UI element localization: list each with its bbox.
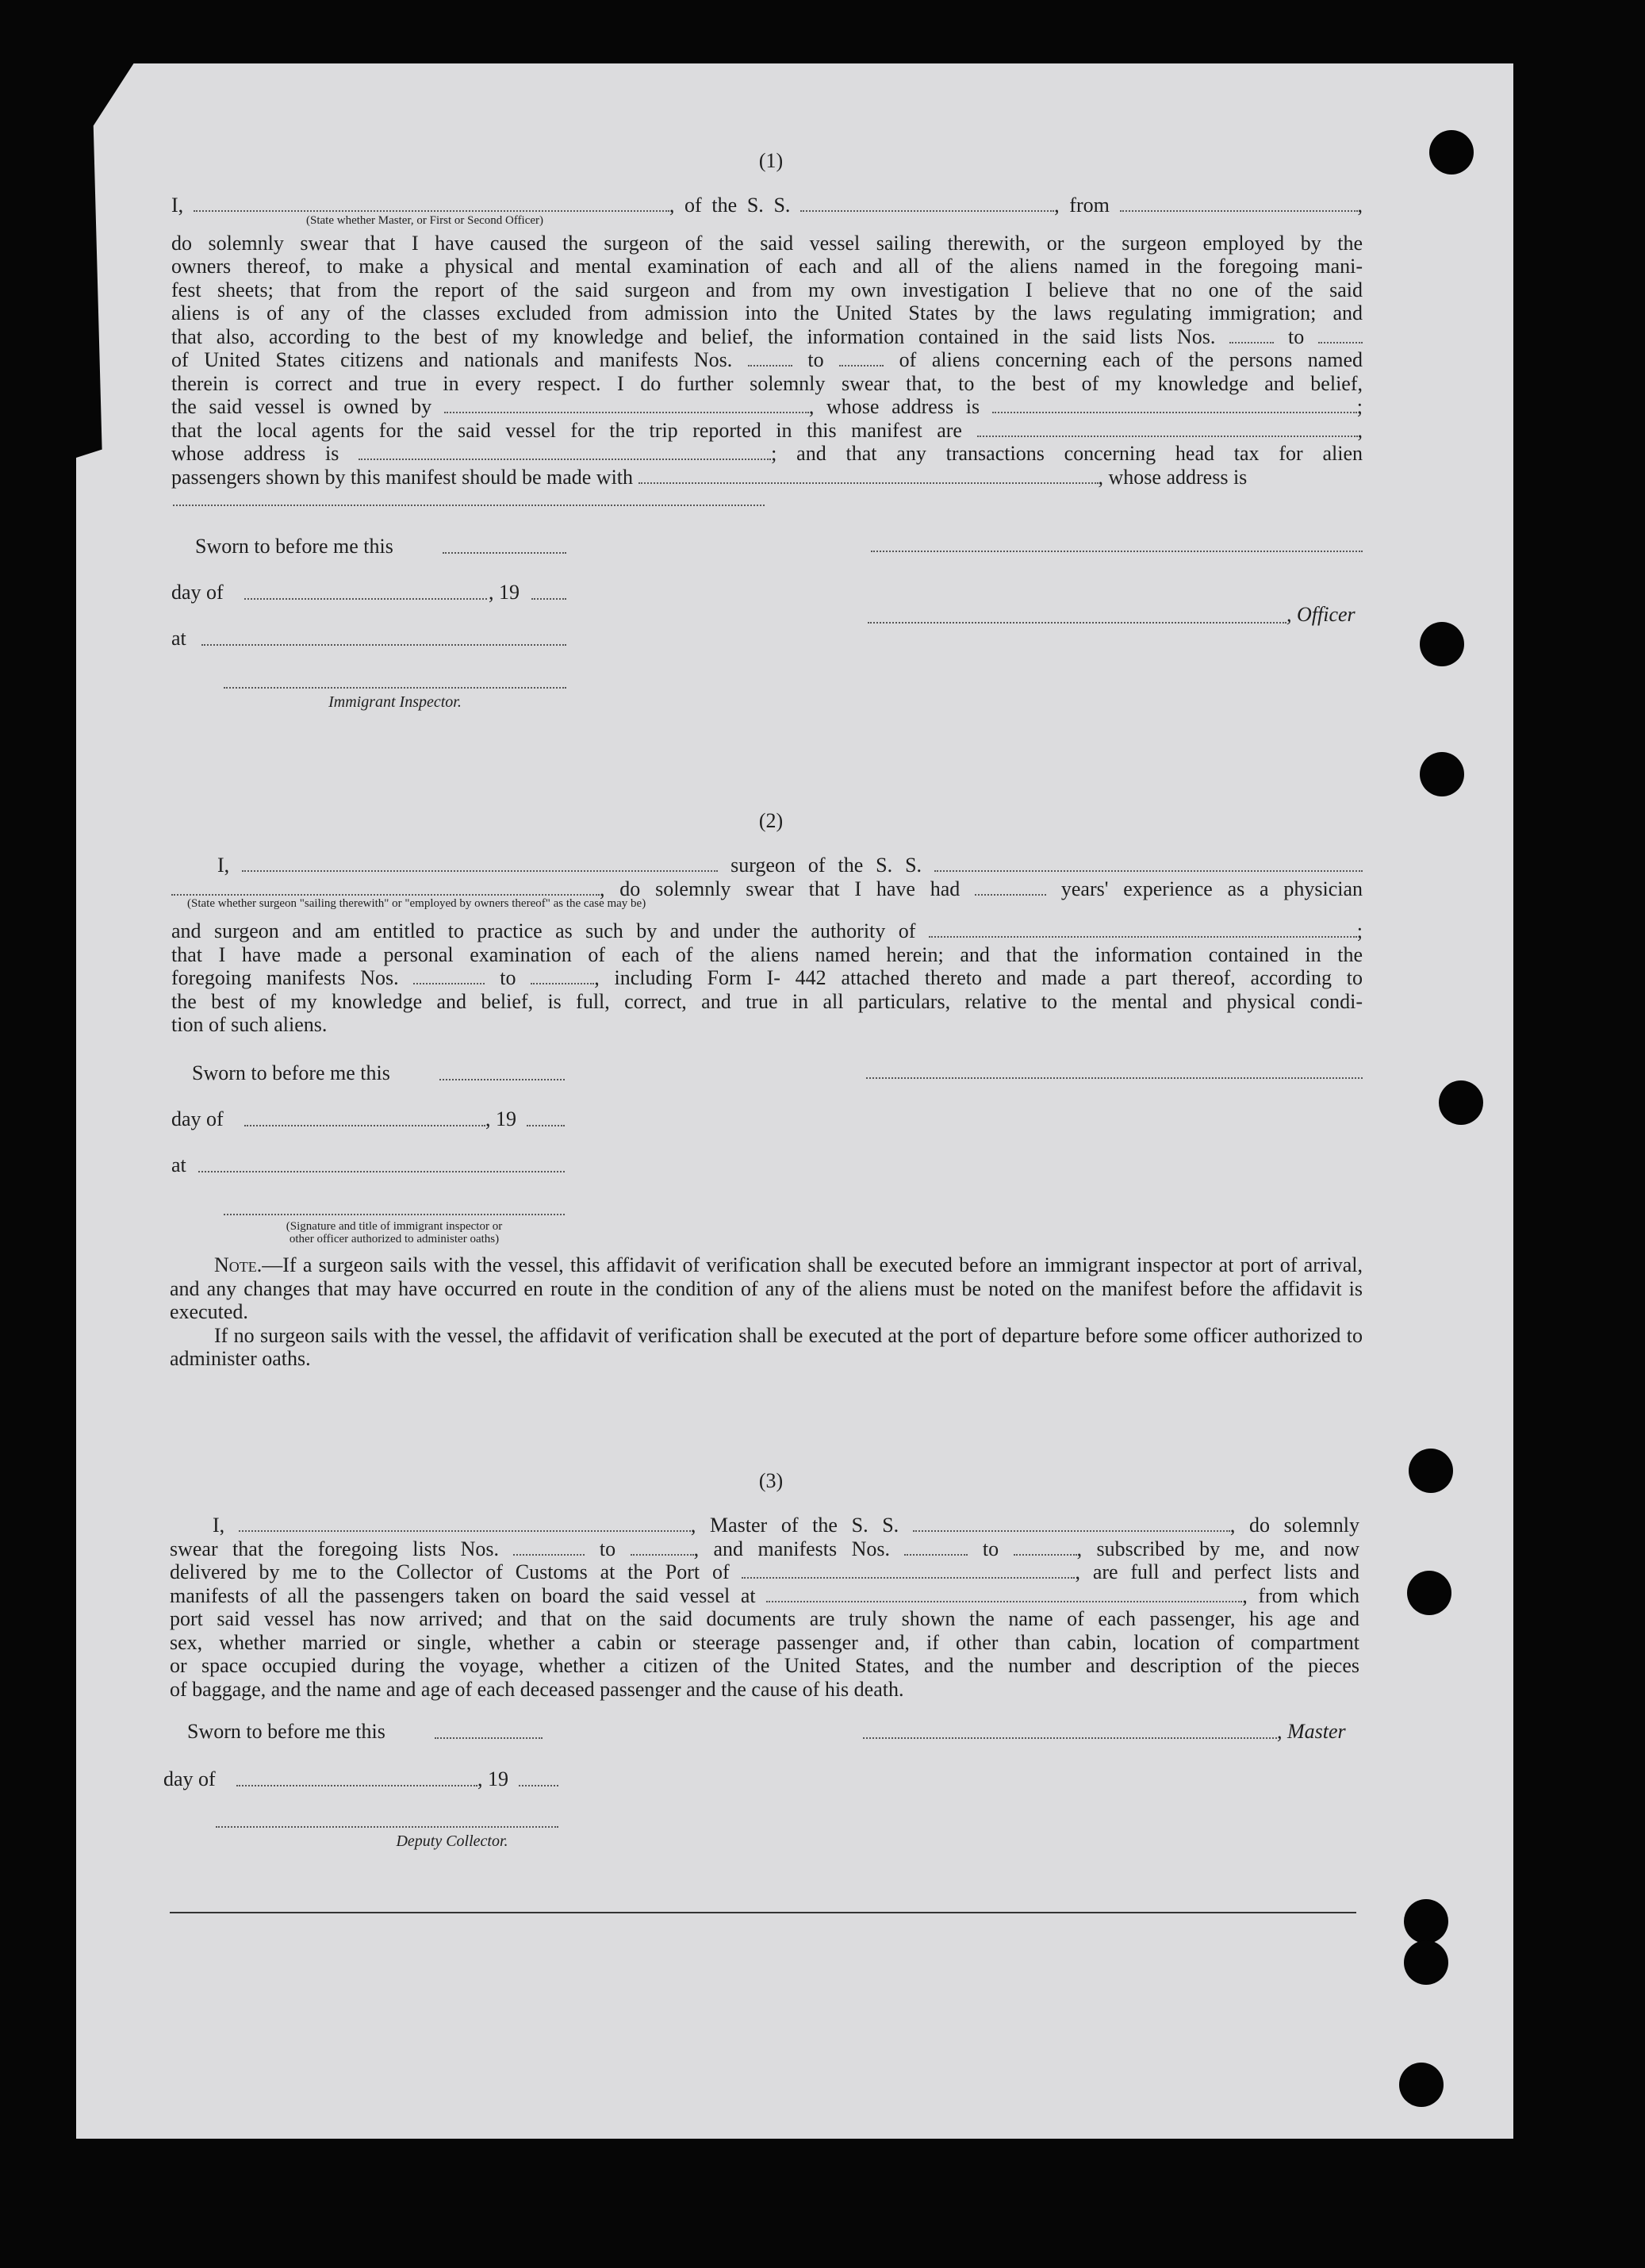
- section-3-body: [170, 1514, 1359, 1701]
- note-heading: Note.: [214, 1253, 263, 1276]
- note-block: [170, 1253, 1363, 1371]
- master-label: , Master: [1277, 1720, 1346, 1743]
- section-2-line: tion of such aliens.: [171, 1013, 328, 1036]
- officer-rank-hint: (State whether Master, or First or Second Officer): [306, 213, 544, 227]
- section-3-line: swear that the foregoing lists Nos. to , and manifests Nos. to , subscribed by me, and now: [170, 1537, 1360, 1560]
- sworn-label-2: Sworn to before me this: [192, 1061, 390, 1084]
- section-1-line: that the local agents for the said vessel for the trip reported in this manifest are ,: [171, 418, 1363, 442]
- inspector-label: Immigrant Inspector.: [328, 693, 462, 711]
- field-head-tax-contact[interactable]: [638, 466, 1099, 484]
- section-2-line: I, surgeon of the S. S.: [171, 854, 1363, 877]
- field-at-place[interactable]: [201, 644, 566, 646]
- at-label-2: at: [171, 1153, 186, 1176]
- field-head-tax-address[interactable]: [173, 505, 765, 506]
- year-label-2: , 19: [485, 1107, 516, 1130]
- section-2-line: that I have made a personal examination of each of the aliens named herein; and that the information contained in the: [171, 942, 1363, 966]
- binder-hole: [1409, 1449, 1453, 1493]
- note-paragraph: [170, 1253, 1363, 1324]
- field-manifests-to-3[interactable]: [1014, 1538, 1077, 1556]
- binder-hole: [1429, 130, 1474, 175]
- section-1-line: that also, according to the best of my knowledge and belief, the information contained in the said lists Nos. to: [171, 325, 1363, 349]
- binder-hole: [1407, 1571, 1451, 1615]
- section-1-body: [171, 194, 1363, 489]
- field-officer-rank[interactable]: [194, 194, 669, 212]
- note-paragraph: If no surgeon sails with the vessel, the affidavit of verification shall be executed at the port of departure before some officer authorized to administer oaths.: [170, 1323, 1363, 1370]
- section-2-line: the best of my knowledge and belief, is full, correct, and true in all particulars, relative to the mental and physical condi-: [171, 989, 1363, 1013]
- binder-hole: [1420, 622, 1464, 666]
- field-lists-from-3[interactable]: [513, 1538, 585, 1556]
- signature-caption: [214, 1220, 574, 1245]
- section-3-line: or space occupied during the voyage, whether a citizen of the United States, and the number and description of the pieces: [170, 1654, 1359, 1677]
- section-1-line: I, , of the S. S. , from ,: [171, 194, 1363, 217]
- field-from-port[interactable]: [1120, 194, 1358, 212]
- day-of-label: day of: [171, 581, 224, 604]
- section-2-line: foregoing manifests Nos. to , including Form I- 442 attached thereto and made a part thereof, according to: [171, 966, 1363, 989]
- section-1-line: do solemnly swear that I have caused the surgeon of the said vessel sailing therewith, or the surgeon employed by the: [171, 231, 1363, 255]
- section-1-line: fest sheets; that from the report of the said surgeon and from my own investigation I believe that no one of the said: [171, 278, 1363, 301]
- field-year-3[interactable]: [519, 1785, 558, 1786]
- section-2-line: , do solemnly swear that I have had years' experience as a physician: [171, 877, 1363, 901]
- signature-caption-line: other officer authorized to administer oaths): [289, 1233, 500, 1245]
- field-manifests-from[interactable]: [748, 349, 792, 366]
- section-1-line: the said vessel is owned by , whose address is ;: [171, 395, 1363, 418]
- field-owner-address[interactable]: [992, 396, 1357, 413]
- day-of-label-2: day of: [171, 1107, 224, 1130]
- field-officer-signature[interactable]: [871, 551, 1363, 552]
- binder-hole: [1399, 2063, 1444, 2107]
- section-1-number: (1): [758, 149, 784, 172]
- binder-hole: [1404, 1940, 1448, 1985]
- field-surgeon-name[interactable]: [242, 854, 718, 872]
- field-lists-to[interactable]: [1318, 326, 1363, 343]
- field-manifests-from-3[interactable]: [904, 1538, 968, 1556]
- section-3-line: sex, whether married or single, whether a cabin or steerage passenger and, if other than cabin, location of compartment: [170, 1630, 1359, 1654]
- field-departure-port[interactable]: [766, 1585, 1242, 1602]
- section-3-line: manifests of all the passengers taken on board the said vessel at , from which: [170, 1583, 1359, 1607]
- surgeon-status-hint: (State whether surgeon "sailing therewith" or "employed by owners thereof" as the case may be): [187, 897, 646, 910]
- year-label: , 19: [489, 581, 520, 604]
- field-manifests-from-2[interactable]: [413, 967, 485, 984]
- year-label-3: , 19: [477, 1767, 508, 1790]
- field-port[interactable]: [742, 1561, 1075, 1579]
- section-3-number: (3): [758, 1469, 784, 1492]
- field-surgeon-signature[interactable]: [866, 1077, 1363, 1079]
- binder-hole: [1404, 1899, 1448, 1944]
- field-authority[interactable]: [929, 920, 1357, 938]
- field-year-2[interactable]: [527, 1125, 565, 1126]
- field-master-signature[interactable]: [863, 1737, 1277, 1739]
- field-years-experience[interactable]: [975, 878, 1046, 896]
- day-of-label-3: day of: [163, 1767, 216, 1790]
- section-1-line: owners thereof, to make a physical and mental examination of each and all of the aliens named in the foregoing mani-: [171, 255, 1363, 278]
- section-3-line: I, , Master of the S. S. , do solemnly: [213, 1514, 1360, 1537]
- field-sworn-date-3[interactable]: [435, 1737, 543, 1739]
- section-3-line: port said vessel has now arrived; and that on the said documents are truly shown the name of each passenger, his age and: [170, 1607, 1359, 1630]
- field-local-agents[interactable]: [977, 420, 1358, 437]
- bottom-rule: [170, 1912, 1356, 1913]
- field-manifests-to[interactable]: [839, 349, 884, 366]
- field-lists-to-3[interactable]: [631, 1538, 694, 1556]
- binder-hole: [1439, 1080, 1483, 1125]
- field-deputy-signature[interactable]: [216, 1826, 558, 1828]
- section-1-line: aliens is of any of the classes excluded from admission into the United States by the laws regulating immigration; and: [171, 301, 1363, 324]
- section-1-line: passengers shown by this manifest should be made with , whose address is: [171, 465, 1248, 489]
- section-1-line: therein is correct and true in every respect. I do further solemnly swear that, to the best of my knowledge and belief,: [171, 371, 1363, 395]
- section-1-line: of United States citizens and nationals and manifests Nos. to of aliens concerning each of the persons named: [171, 348, 1363, 371]
- note-text: —If a surgeon sails with the vessel, this affidavit of verification shall be executed before an immigrant inspector at port of arrival, and any changes that may have occurred en route in the condition of any of the aliens must be noted on the manifest before the affidavit is executed.: [170, 1253, 1363, 1323]
- field-owner[interactable]: [444, 396, 809, 413]
- sworn-label-3: Sworn to before me this: [187, 1720, 385, 1743]
- binder-hole: [1420, 752, 1464, 796]
- field-master-name[interactable]: [239, 1514, 691, 1532]
- sworn-label: Sworn to before me this: [195, 535, 393, 558]
- field-agents-address[interactable]: [359, 443, 771, 460]
- field-at-place-2[interactable]: [198, 1171, 565, 1172]
- section-3-line: delivered by me to the Collector of Customs at the Port of , are full and perfect lists and: [170, 1560, 1359, 1583]
- field-vessel-name-3[interactable]: [913, 1514, 1230, 1532]
- field-vessel-name[interactable]: [800, 194, 1054, 212]
- field-day-of-2[interactable]: [244, 1125, 485, 1126]
- section-2-body: [171, 854, 1363, 1037]
- field-day-of[interactable]: [244, 598, 487, 600]
- field-lists-from[interactable]: [1229, 326, 1274, 343]
- field-manifests-to-2[interactable]: [531, 967, 594, 984]
- section-1-line: whose address is ; and that any transactions concerning head tax for alien: [171, 442, 1363, 465]
- signature-caption-line: (Signature and title of immigrant inspector or: [286, 1220, 503, 1233]
- section-3-line: of baggage, and the name and age of each deceased passenger and the cause of his death.: [170, 1677, 904, 1701]
- section-2-line: and surgeon and am entitled to practice as such by and under the authority of ;: [171, 919, 1363, 942]
- field-sworn-date-2[interactable]: [439, 1079, 565, 1080]
- deputy-label: Deputy Collector.: [396, 1832, 508, 1850]
- field-vessel-name-2[interactable]: [934, 854, 1363, 872]
- field-inspector-signature[interactable]: [224, 687, 566, 689]
- field-day-of-3[interactable]: [236, 1785, 477, 1786]
- field-inspector-signature-2[interactable]: [224, 1214, 565, 1215]
- field-surgeon-status[interactable]: [171, 878, 600, 896]
- section-2-number: (2): [758, 809, 784, 832]
- at-label: at: [171, 627, 186, 650]
- field-officer-signature-2[interactable]: [868, 622, 1286, 624]
- field-year[interactable]: [531, 598, 566, 600]
- officer-label: , Officer: [1286, 603, 1355, 626]
- field-sworn-date[interactable]: [443, 552, 566, 554]
